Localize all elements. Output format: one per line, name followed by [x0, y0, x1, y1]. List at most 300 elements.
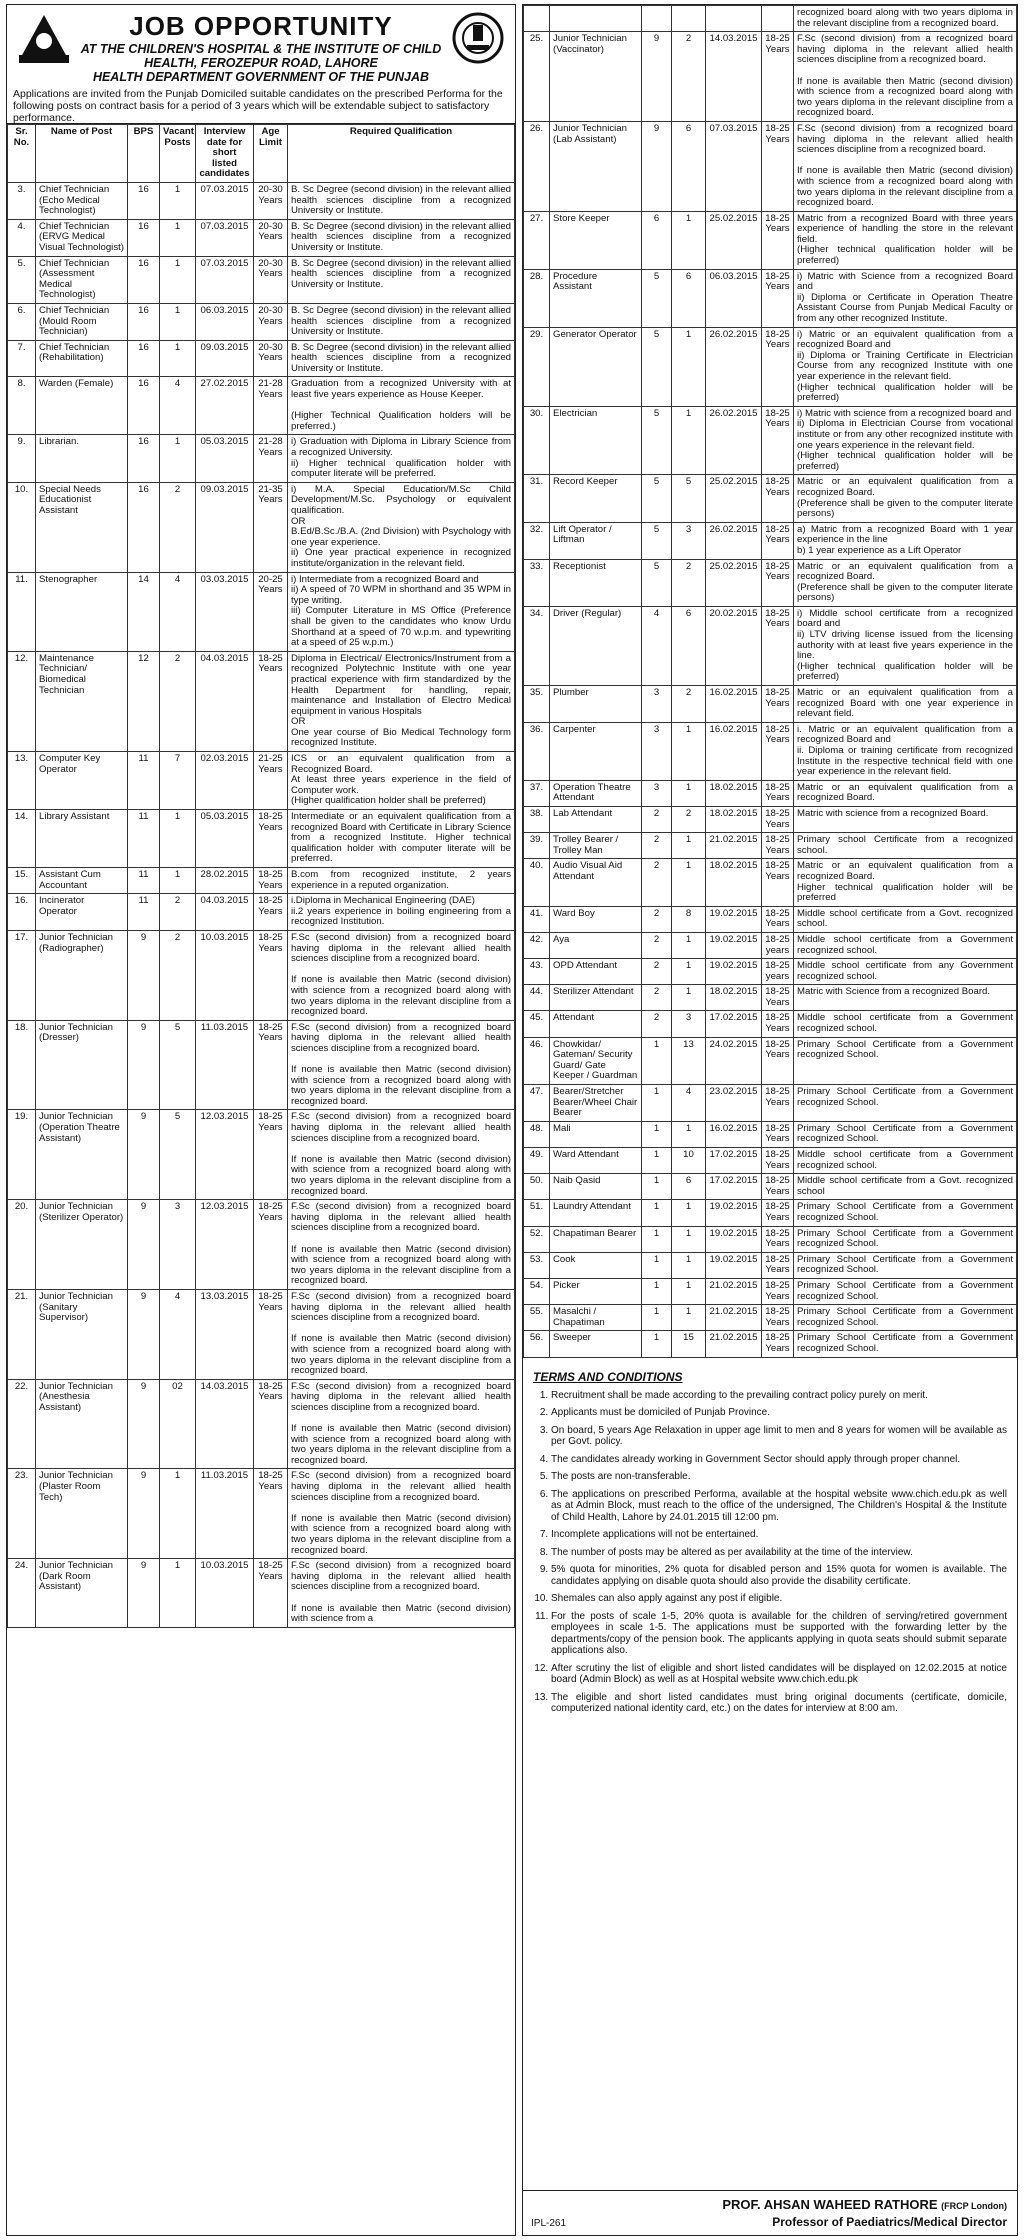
row-qualification: Middle school certificate from a Govt. recognized school. [794, 906, 1017, 932]
page-title: JOB OPPORTUNITY [129, 11, 393, 41]
row-age: 20-30 Years [254, 219, 288, 256]
header-sr: Sr. No. [8, 125, 36, 183]
row-sr: 16. [8, 894, 36, 931]
row-qualification: i) Intermediate from a recognized Board and ii) A speed of 70 WPM in shorthand and 35 WPM in type writing. iii) Computer Literature in MS Office (Preference shall be given to the candidates who know Urdu Shorthand at a speed of 70 w.p.m. and typewriting at a speed of 25 w.p.m.) [288, 572, 515, 651]
terms-heading: TERMS AND CONDITIONS [533, 1369, 683, 1384]
row-vacant: 1 [160, 868, 196, 894]
row-interview-date: 25.02.2015 [706, 211, 762, 269]
row-qualification: F.Sc (second division) from a recognized board having diploma in the relevant allied health sciences discipline from a recognized board. If none is available then Matric (second division) with science from a recognized board along with two years diploma in the relevant discipline from a recognized board. [288, 1110, 515, 1200]
emblem-left-icon [15, 11, 73, 65]
row-post: Electrician [550, 406, 642, 475]
terms-item: 2. Applicants must be domiciled of Punjab Province. [551, 1407, 1007, 1419]
row-bps: 1 [642, 1148, 672, 1174]
row-sr: 37. [524, 780, 550, 806]
row-vacant: 1 [672, 1252, 706, 1278]
row-post: Chief Technician (Assessment Medical Technologist) [36, 256, 128, 303]
row-bps: 2 [642, 859, 672, 906]
terms-item: 6. The applications on prescribed Performa, available at the hospital website www.chich.edu.pk as well as at Admin Block, must reach to the office of the undersigned, The Children's Hospital & the Institute of Child Health, Lahore by 24.01.2015 till 12:00 pm. [551, 1489, 1007, 1524]
row-qualification: F.Sc (second division) from a recognized board having diploma in the relevant allied health sciences discipline from a recognized board. If none is available then Matric (second division) with science from a recognized board along with two years diploma in the relevant discipline from a recognized board. [794, 121, 1017, 211]
row-qualification: ICS or an equivalent qualification from a Recognized Board. At least three years experience in the field of Computer work. (Higher qualification holder shall be preferred) [288, 752, 515, 810]
row-sr: 30. [524, 406, 550, 475]
row-post: Lift Operator / Liftman [550, 522, 642, 559]
row-age: 18-25 Years [254, 1379, 288, 1469]
row-post: Junior Technician (Radiographer) [36, 930, 128, 1020]
row-vacant: 1 [672, 722, 706, 780]
posts-table-left [7, 124, 515, 1628]
row-qualification: F.Sc (second division) from a recognized board having diploma in the relevant allied health sciences discipline from a recognized board. If none is available then Matric (second division) with science from a recognized board along with two years diploma in the relevant discipline from a recognized board. [288, 1289, 515, 1379]
row-vacant: 4 [160, 377, 196, 435]
subtitle-line-3: HEALTH DEPARTMENT GOVERNMENT OF THE PUNJAB [92, 70, 430, 84]
row-post: Picker [550, 1278, 642, 1304]
row-age: 18-25 Years [762, 722, 794, 780]
row-age: 18-25 Years [762, 806, 794, 832]
row-sr: 22. [8, 1379, 36, 1469]
row-qualification: Middle school certificate from a Government recognized school. [794, 932, 1017, 958]
row-age: 20-30 Years [254, 340, 288, 377]
row-qualification: Primary School Certificate from a Government recognized School. [794, 1331, 1017, 1357]
table-row [524, 1331, 1017, 1357]
row-qualification: a) Matric from a recognized Board with 1 year experience in the line b) 1 year experience as a Lift Operator [794, 522, 1017, 559]
row-sr: 47. [524, 1085, 550, 1122]
table-row [8, 1559, 515, 1628]
row-post: Audio Visual Aid Attendant [550, 859, 642, 906]
row-vacant: 1 [672, 833, 706, 859]
row-age: 21-35 Years [254, 482, 288, 572]
row-interview-date: 13.03.2015 [196, 1289, 254, 1379]
row-age: 18-25 Years [762, 1305, 794, 1331]
row-sr: 8. [8, 377, 36, 435]
right-column [522, 4, 1018, 2236]
table-row [524, 606, 1017, 685]
row-age: 18-25 years [762, 932, 794, 958]
table-row [524, 559, 1017, 606]
row-qualification: Matric with science from a recognized Board. [794, 806, 1017, 832]
terms-item: 12. After scrutiny the list of eligible and short listed candidates will be displayed on 12.02.2015 at notice board (Admin Block) as well as at Hospital website www.chich.edu.pk [551, 1663, 1007, 1686]
row-age: 20-30 Years [254, 303, 288, 340]
row-age: 18-25 Years [762, 1148, 794, 1174]
table-row [524, 1305, 1017, 1331]
row-sr: 46. [524, 1037, 550, 1084]
row-vacant: 1 [160, 182, 196, 219]
row-vacant: 02 [160, 1379, 196, 1469]
header-qualification: Required Qualification [288, 125, 515, 183]
row-vacant: 1 [672, 1226, 706, 1252]
table-row [524, 1174, 1017, 1200]
table-row [524, 1278, 1017, 1304]
row-age: 18-25 Years [254, 810, 288, 868]
row-sr: 55. [524, 1305, 550, 1331]
row-post: Trolley Bearer / Trolley Man [550, 833, 642, 859]
row-sr: 21. [8, 1289, 36, 1379]
row-vacant: 6 [672, 1174, 706, 1200]
row-post: Generator Operator [550, 327, 642, 406]
row-sr: 40. [524, 859, 550, 906]
row-sr: 6. [8, 303, 36, 340]
signatory-title: Professor of Paediatrics/Medical Director [772, 2215, 1007, 2229]
row-bps: 5 [642, 269, 672, 327]
row-post: Chapatiman Bearer [550, 1226, 642, 1252]
row-age: 18-25 Years [762, 1085, 794, 1122]
row-sr: 49. [524, 1148, 550, 1174]
row-vacant: 2 [160, 894, 196, 931]
row-vacant: 2 [160, 651, 196, 751]
table-row [8, 1289, 515, 1379]
row-vacant: 5 [160, 1020, 196, 1110]
row-qualification: Diploma in Electrical/ Electronics/Instrument from a recognized Polytechnic Institute with one year practical experience with firm standardized by the Health Department for handling, repair, maintenance and Installation of Electro Medical equipment in various Hospitals OR One year course of Bio Medical Technology form recognized Institute. [288, 651, 515, 751]
row-vacant: 2 [672, 806, 706, 832]
advertisement-page [6, 4, 1018, 2236]
table-row [524, 121, 1017, 211]
row-qualification: Matric or an equivalent qualification from a recognized Board. (Preference shall be given to the computer literate persons) [794, 559, 1017, 606]
row-bps: 11 [128, 894, 160, 931]
row-age: 18-25 Years [762, 1174, 794, 1200]
row-vacant: 6 [672, 606, 706, 685]
row-interview-date: 11.03.2015 [196, 1020, 254, 1110]
row-vacant: 1 [160, 435, 196, 482]
row-qualification: Matric or an equivalent qualification from a recognized Board. Higher technical qualification holder will be preferred [794, 859, 1017, 906]
table-row [8, 752, 515, 810]
table-row [8, 377, 515, 435]
row-age: 18-25 Years [254, 1020, 288, 1110]
row-bps: 5 [642, 475, 672, 522]
row-post: Attendant [550, 1011, 642, 1037]
row-post: Chief Technician (Rehabilitation) [36, 340, 128, 377]
row-post: Laundry Attendant [550, 1200, 642, 1226]
row-vacant: 1 [672, 211, 706, 269]
row-interview-date: 02.03.2015 [196, 752, 254, 810]
row-post: Naib Qasid [550, 1174, 642, 1200]
table-row [524, 859, 1017, 906]
row-qualification: Matric or an equivalent qualification from a recognized Board with one year experience in relevant field. [794, 686, 1017, 723]
row-qualification: Middle school certificate from a Government recognized school. [794, 1148, 1017, 1174]
row-post: Ward Attendant [550, 1148, 642, 1174]
row-vacant: 1 [672, 1200, 706, 1226]
row-sr: 7. [8, 340, 36, 377]
row-qualification: i. Matric or an equivalent qualification from a recognized Board and ii. Diploma or training certificate from recognized Institute in the respective technical field with one year experience in the relevant field. [794, 722, 1017, 780]
row-vacant: 3 [672, 522, 706, 559]
row-interview-date: 07.03.2015 [196, 256, 254, 303]
row-sr: 50. [524, 1174, 550, 1200]
row-qualification: Middle school certificate from a Government recognized school. [794, 1011, 1017, 1037]
row-post: Record Keeper [550, 475, 642, 522]
row-vacant: 8 [672, 906, 706, 932]
row-sr: 4. [8, 219, 36, 256]
table-row [524, 522, 1017, 559]
row-sr: 23. [8, 1469, 36, 1559]
row-qualification: F.Sc (second division) from a recognized board having diploma in the relevant allied health sciences discipline from a recognized board. If none is available then Matric (second division) with science from a recognized board along with two years diploma in the relevant discipline from a recognized board. [288, 1200, 515, 1290]
row-post: Chief Technician (Mould Room Technician) [36, 303, 128, 340]
table-header-row [8, 125, 515, 183]
row-qualification: Middle school certificate from any Government recognized school. [794, 959, 1017, 985]
row-bps: 16 [128, 340, 160, 377]
row-interview-date: 18.02.2015 [706, 780, 762, 806]
row-vacant: 1 [672, 780, 706, 806]
table-row [8, 651, 515, 751]
row-bps: 1 [642, 1174, 672, 1200]
row-bps: 2 [642, 806, 672, 832]
row-sr: 36. [524, 722, 550, 780]
row-interview-date: 16.02.2015 [706, 722, 762, 780]
row-interview-date: 18.02.2015 [706, 985, 762, 1011]
row-age: 18-25 Years [762, 906, 794, 932]
row-age: 18-25 Years [254, 1469, 288, 1559]
row-interview-date: 11.03.2015 [196, 1469, 254, 1559]
table-row [8, 256, 515, 303]
row-age: 18-25 Years [762, 686, 794, 723]
row-post: Aya [550, 932, 642, 958]
row-bps: 16 [128, 435, 160, 482]
row-bps: 2 [642, 833, 672, 859]
table-row [8, 482, 515, 572]
row-age: 18-25 Years [254, 868, 288, 894]
row-interview-date: 05.03.2015 [196, 435, 254, 482]
row-interview-date: 04.03.2015 [196, 651, 254, 751]
row-interview-date: 24.02.2015 [706, 1037, 762, 1084]
row-interview-date: 26.02.2015 [706, 406, 762, 475]
table-row [524, 1226, 1017, 1252]
row-sr: 14. [8, 810, 36, 868]
table-row [8, 1020, 515, 1110]
row-vacant: 1 [160, 219, 196, 256]
row-age: 18-25 Years [762, 475, 794, 522]
row-age: 18-25 Years [762, 269, 794, 327]
row-interview-date: 27.02.2015 [196, 377, 254, 435]
row-bps: 5 [642, 327, 672, 406]
terms-item: 9. 5% quota for minorities, 2% quota for disabled person and 15% quota for women is available. The candidates applying on disable quota should also provide the disability certificate. [551, 1564, 1007, 1587]
row-vacant: 3 [672, 1011, 706, 1037]
row-interview-date: 26.02.2015 [706, 522, 762, 559]
row-bps: 5 [642, 406, 672, 475]
terms-list [533, 1390, 1007, 1715]
row-qualification: i) Matric or an equivalent qualification from a recognized Board and ii) Diploma or Training Certificate in Electrician Course from any recognized Institute with one year experience in the relevant field. (Higher technical qualification holder will be preferred) [794, 327, 1017, 406]
table-row [8, 1379, 515, 1469]
row-interview-date: 14.03.2015 [706, 32, 762, 122]
row-vacant: 1 [160, 1559, 196, 1628]
terms-section [523, 1358, 1017, 1715]
row-bps: 9 [128, 1110, 160, 1200]
row-bps: 1 [642, 1331, 672, 1357]
row-sr: 29. [524, 327, 550, 406]
row-bps: 2 [642, 906, 672, 932]
row-bps: 9 [642, 121, 672, 211]
table-row [524, 1085, 1017, 1122]
row-interview-date: 09.03.2015 [196, 340, 254, 377]
row-sr: 51. [524, 1200, 550, 1226]
row-post: Junior Technician (Dresser) [36, 1020, 128, 1110]
row-age: 21-28 Years [254, 377, 288, 435]
row-age: 18-25 Years [762, 833, 794, 859]
intro-text: Applications are invited from the Punjab Domiciled suitable candidates on the prescribed Performa for the following posts on contract basis for a period of 3 years which will be extendable subject to satisfactory performance. [13, 88, 503, 124]
terms-item: 5. The posts are non-transferable. [551, 1471, 1007, 1483]
row-vacant: 2 [160, 930, 196, 1020]
row-vacant: 13 [672, 1037, 706, 1084]
signatory-suffix: (FRCP London) [941, 2201, 1007, 2211]
row-vacant: 2 [672, 559, 706, 606]
row-bps: 12 [128, 651, 160, 751]
row-post: Assistant Cum Accountant [36, 868, 128, 894]
row-interview-date: 19.02.2015 [706, 959, 762, 985]
table-row [8, 435, 515, 482]
table-row [8, 340, 515, 377]
row-age: 18-25 Years [762, 522, 794, 559]
row-vacant: 1 [672, 406, 706, 475]
row-qualification: Graduation from a recognized University with at least five years experience as House Keeper. (Higher Technical Qualification holders will be preferred.) [288, 377, 515, 435]
row-interview-date: 17.02.2015 [706, 1174, 762, 1200]
row-qualification: Matric from a recognized Board with three years experience of handling the store in the relevant field. (Higher technical qualification holder will be preferred) [794, 211, 1017, 269]
row-sr: 33. [524, 559, 550, 606]
row-post: Maintenance Technician/ Biomedical Technician [36, 651, 128, 751]
table-row [524, 906, 1017, 932]
row-age: 18-25 Years [762, 121, 794, 211]
table-row [8, 572, 515, 651]
table-row [524, 932, 1017, 958]
row-sr: 12. [8, 651, 36, 751]
header-post: Name of Post [36, 125, 128, 183]
row-qualification: B. Sc Degree (second division) in the relevant allied health sciences discipline from a recognized University or Institute. [288, 303, 515, 340]
row-interview-date: 07.03.2015 [196, 182, 254, 219]
row-age: 21-28 Years [254, 435, 288, 482]
continuation-text: recognized board along with two years diploma in the relevant discipline from a recognized board. [794, 6, 1017, 32]
terms-item: 11. For the posts of scale 1-5, 20% quota is available for the children of serving/retired government employees in scale 1-5. The applications must be supported with the forwarding letter by the departments/copy of the pension book. The applicants applying in quota seats should submit separate applications also. [551, 1611, 1007, 1657]
row-qualification: B. Sc Degree (second division) in the relevant allied health sciences discipline from a recognized University or Institute. [288, 340, 515, 377]
table-row [524, 327, 1017, 406]
row-post: Computer Key Operator [36, 752, 128, 810]
row-sr: 19. [8, 1110, 36, 1200]
row-vacant: 6 [672, 121, 706, 211]
row-post: Chief Technician (ERVG Medical Visual Technologist) [36, 219, 128, 256]
row-vacant: 1 [160, 303, 196, 340]
row-interview-date: 21.02.2015 [706, 1331, 762, 1357]
row-bps: 9 [642, 32, 672, 122]
row-vacant: 1 [160, 1469, 196, 1559]
row-bps: 1 [642, 1226, 672, 1252]
row-bps: 16 [128, 482, 160, 572]
table-row [8, 182, 515, 219]
table-row [524, 1200, 1017, 1226]
row-post: Sweeper [550, 1331, 642, 1357]
row-post: Ward Boy [550, 906, 642, 932]
terms-item: 8. The number of posts may be altered as per availability at the time of the interview. [551, 1547, 1007, 1559]
row-age: 18-25 Years [762, 211, 794, 269]
row-vacant: 2 [672, 32, 706, 122]
row-post: Incinerator Operator [36, 894, 128, 931]
table-row [524, 269, 1017, 327]
row-sr: 24. [8, 1559, 36, 1628]
row-qualification: i) Middle school certificate from a recognized board and ii) LTV driving license issued from the licensing authority with at least five years experience in the line. (Higher technical qualification holder will be preferred) [794, 606, 1017, 685]
row-interview-date: 07.03.2015 [706, 121, 762, 211]
table-row [524, 686, 1017, 723]
table-row [524, 985, 1017, 1011]
row-vacant: 1 [672, 1278, 706, 1304]
row-interview-date: 21.02.2015 [706, 1305, 762, 1331]
row-sr: 18. [8, 1020, 36, 1110]
row-qualification: i) Graduation with Diploma in Library Science from a recognized University. ii) Higher technical qualification holder with computer literate will be preferred. [288, 435, 515, 482]
row-interview-date: 28.02.2015 [196, 868, 254, 894]
row-interview-date: 06.03.2015 [196, 303, 254, 340]
row-bps: 16 [128, 377, 160, 435]
row-qualification: Primary School Certificate from a Government recognized School. [794, 1121, 1017, 1147]
terms-item: 10. Shemales can also apply against any post if eligible. [551, 1593, 1007, 1605]
header-interview-date: Interview date for short listed candidates [196, 125, 254, 183]
row-qualification: Primary School Certificate from a Government recognized School. [794, 1252, 1017, 1278]
row-qualification: F.Sc (second division) from a recognized board having diploma in the relevant allied health sciences discipline from a recognized board. If none is available then Matric (second division) with science from a recognized board along with two years diploma in the relevant discipline from a recognized board. [288, 1469, 515, 1559]
row-bps: 16 [128, 256, 160, 303]
row-bps: 5 [642, 522, 672, 559]
row-vacant: 6 [672, 269, 706, 327]
table-row [524, 406, 1017, 475]
table-row [8, 303, 515, 340]
row-age: 18-25 Years [254, 1559, 288, 1628]
row-bps: 1 [642, 1200, 672, 1226]
row-interview-date: 06.03.2015 [706, 269, 762, 327]
row-post: Junior Technician (Plaster Room Tech) [36, 1469, 128, 1559]
row-sr: 27. [524, 211, 550, 269]
header-vacant: Vacant Posts [160, 125, 196, 183]
row-interview-date: 12.03.2015 [196, 1110, 254, 1200]
row-bps: 6 [642, 211, 672, 269]
table-row [8, 894, 515, 931]
left-column [6, 4, 516, 2236]
table-row [524, 475, 1017, 522]
row-age: 18-25 Years [254, 1110, 288, 1200]
row-sr: 17. [8, 930, 36, 1020]
row-interview-date: 05.03.2015 [196, 810, 254, 868]
terms-item: 4. The candidates already working in Government Sector should apply through proper channel. [551, 1454, 1007, 1466]
row-age: 18-25 Years [762, 1226, 794, 1252]
row-post: Junior Technician (Sterilizer Operator) [36, 1200, 128, 1290]
emblem-right-icon [449, 11, 507, 65]
row-age: 21-25 Years [254, 752, 288, 810]
row-interview-date: 16.02.2015 [706, 1121, 762, 1147]
row-bps: 16 [128, 219, 160, 256]
row-bps: 9 [128, 1200, 160, 1290]
table-row [8, 1110, 515, 1200]
row-vacant: 4 [160, 572, 196, 651]
row-sr: 20. [8, 1200, 36, 1290]
row-post: Librarian. [36, 435, 128, 482]
signatory-name: PROF. AHSAN WAHEED RATHORE [722, 2197, 938, 2212]
table-row [524, 32, 1017, 122]
row-sr: 39. [524, 833, 550, 859]
row-bps: 4 [642, 606, 672, 685]
row-age: 18-25 Years [762, 32, 794, 122]
row-interview-date: 19.02.2015 [706, 932, 762, 958]
row-sr: 15. [8, 868, 36, 894]
row-post: Carpenter [550, 722, 642, 780]
row-bps: 2 [642, 985, 672, 1011]
row-qualification: F.Sc (second division) from a recognized board having diploma in the relevant allied health sciences discipline from a recognized board. If none is available then Matric (second division) with science from a recognized board along with two years diploma in the relevant discipline from a recognized board. [794, 32, 1017, 122]
row-vacant: 4 [160, 1289, 196, 1379]
row-interview-date: 16.02.2015 [706, 686, 762, 723]
row-qualification: F.Sc (second division) from a recognized board having diploma in the relevant allied health sciences discipline from a recognized board. If none is available then Matric (second division) with science from a recognized board along with two years diploma in the relevant discipline from a recognized board. [288, 1379, 515, 1469]
row-age: 18-25 Years [254, 1200, 288, 1290]
row-bps: 1 [642, 1305, 672, 1331]
row-post: Mali [550, 1121, 642, 1147]
row-post: Junior Technician (Anesthesia Assistant) [36, 1379, 128, 1469]
row-interview-date: 10.03.2015 [196, 930, 254, 1020]
row-post: Bearer/Stretcher Bearer/Wheel Chair Bearer [550, 1085, 642, 1122]
row-bps: 11 [128, 868, 160, 894]
row-post: Chief Technician (Echo Medical Technologist) [36, 182, 128, 219]
row-post: Procedure Assistant [550, 269, 642, 327]
posts-table-right-body [524, 6, 1017, 1358]
row-bps: 11 [128, 810, 160, 868]
row-post: Library Assistant [36, 810, 128, 868]
row-bps: 9 [128, 1559, 160, 1628]
row-sr: 5. [8, 256, 36, 303]
row-vacant: 1 [672, 327, 706, 406]
row-bps: 2 [642, 932, 672, 958]
